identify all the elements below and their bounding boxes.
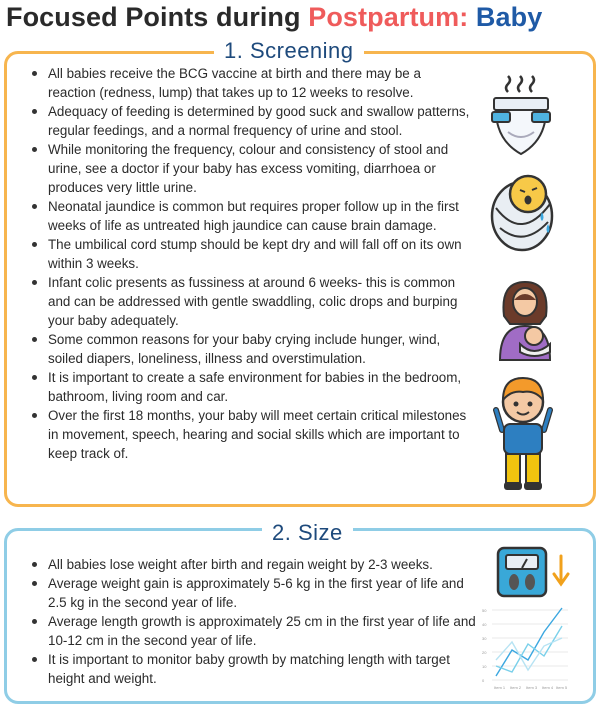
growth-chart-xtick: Item 2: [510, 685, 522, 690]
diaper-icon: [488, 72, 554, 158]
list-item: Average length growth is approximately 25 cm in the first year of life and 10-12 cm in the second year of life.: [28, 612, 478, 650]
list-item: Adequacy of feeding is determined by good suck and swallow patterns, regular feedings, and a normal frequency of urine and stool.: [28, 102, 472, 140]
list-item: It is important to monitor baby growth by matching length with target height and weight.: [28, 650, 478, 688]
growth-chart-xtick: Item 5: [556, 685, 568, 690]
mother-baby-icon: [492, 276, 558, 362]
growth-chart-xtick: Item 4: [542, 685, 554, 690]
growth-chart-xtick: Item 3: [526, 685, 538, 690]
list-item: It is important to create a safe environment for babies in the bedroom, bathroom, living room and car.: [28, 368, 472, 406]
list-item: While monitoring the frequency, colour and consistency of stool and urine, see a doctor if your baby has excess vomiting, diarrhoea or produces very little urine.: [28, 140, 472, 197]
growth-chart-ytick: 20: [482, 650, 487, 655]
list-item: The umbilical cord stump should be kept dry and will fall off on its own within 3 weeks.: [28, 235, 472, 273]
size-list: [28, 555, 478, 688]
title-part1: Focused Points during: [6, 2, 309, 32]
growth-chart-icon: [478, 602, 570, 692]
crying-baby-icon: [486, 168, 560, 260]
screening-heading: 1. Screening: [214, 38, 364, 64]
growth-chart-line-3: [496, 638, 562, 670]
list-item: Average weight gain is approximately 5-6 kg in the first year of life and 2.5 kg in the second year of life.: [28, 574, 478, 612]
list-item: All babies receive the BCG vaccine at birth and there may be a reaction (redness, lump) that takes up to 12 weeks to resolve.: [28, 64, 472, 102]
weighing-scale-icon: [496, 546, 548, 598]
screening-list: [28, 64, 472, 463]
growth-chart-ytick: 10: [482, 664, 487, 669]
list-item: All babies lose weight after birth and regain weight by 2-3 weeks.: [28, 555, 478, 574]
page-title: [6, 2, 542, 33]
size-heading: 2. Size: [262, 520, 353, 546]
toddler-icon: [488, 376, 558, 492]
list-item: Infant colic presents as fussiness at around 6 weeks- this is common and can be addressed with gentle swaddling, colic drops and burping your baby adequately.: [28, 273, 472, 330]
growth-chart-ytick: 30: [482, 636, 487, 641]
growth-chart-xtick: Item 1: [494, 685, 506, 690]
growth-chart-ytick: 0: [482, 678, 485, 683]
list-item: Over the first 18 months, your baby will meet certain critical milestones in movement, speech, hearing and social skills which are important to keep track of.: [28, 406, 472, 463]
growth-chart-ytick: 40: [482, 622, 487, 627]
list-item: Some common reasons for your baby crying include hunger, wind, soiled diapers, loneliness, illness and overstimulation.: [28, 330, 472, 368]
title-postpartum: Postpartum:: [308, 2, 469, 32]
growth-chart-ytick: 50: [482, 608, 487, 613]
down-arrow-icon: [552, 554, 570, 588]
list-item: Neonatal jaundice is common but requires proper follow up in the first weeks of life as untreated high jaundice can cause brain damage.: [28, 197, 472, 235]
title-baby: Baby: [468, 2, 543, 32]
